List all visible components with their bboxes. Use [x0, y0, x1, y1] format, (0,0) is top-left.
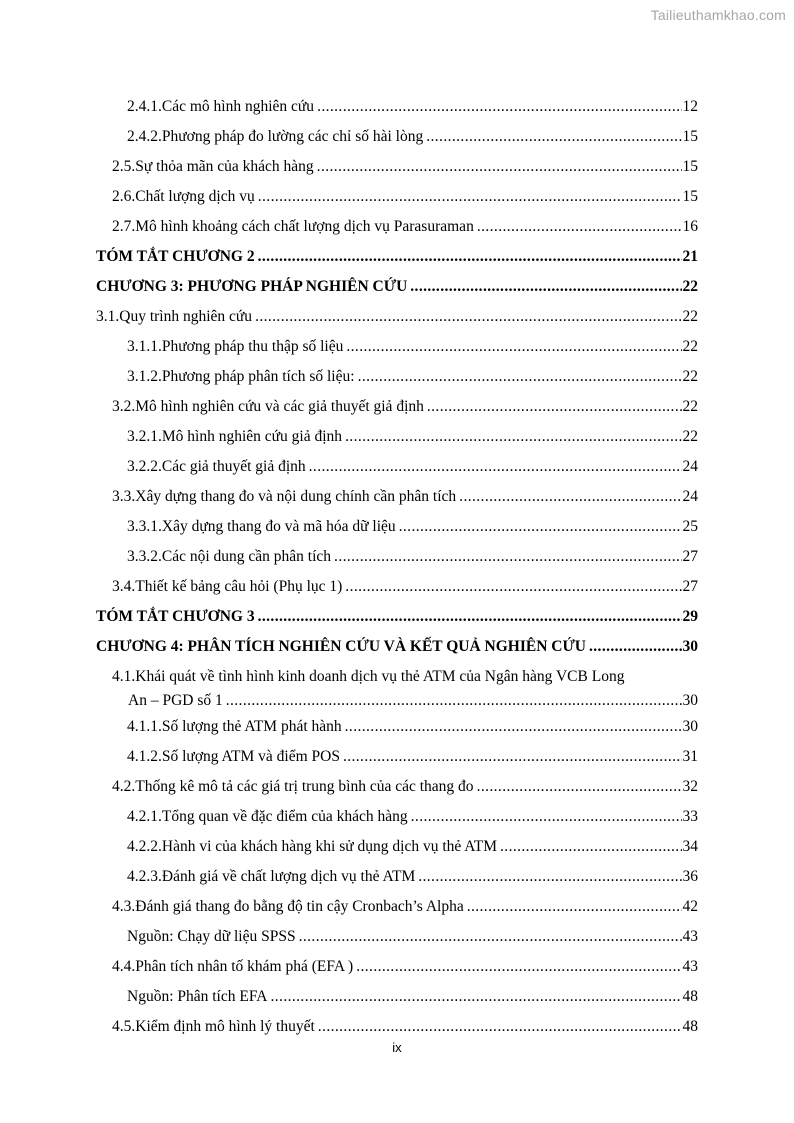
toc-entry-title: TÓM TẮT CHƯƠNG 3: [96, 608, 255, 625]
toc-entry-title: 4.3.Đánh giá thang đo bằng độ tin cậy Cronbach’s Alpha: [112, 898, 464, 915]
toc-entry-page: 15: [682, 188, 698, 205]
toc-entry-title: Nguồn: Chạy dữ liệu SPSS: [127, 928, 296, 945]
toc-entry-page: 22: [682, 398, 698, 415]
toc-entry[interactable]: [0, 365, 794, 389]
dot-leader: [299, 925, 682, 949]
toc-entry-page: 30: [682, 638, 698, 655]
toc-entry-title: 4.2.2.Hành vi của khách hàng khi sử dụng dịch vụ thẻ ATM: [127, 838, 498, 855]
toc-entry[interactable]: [0, 215, 794, 239]
toc-entry[interactable]: [0, 305, 794, 329]
toc-entry-page: 34: [682, 838, 698, 855]
toc-entry-page: 29: [682, 608, 698, 625]
toc-entry-title: CHƯƠNG 4: PHÂN TÍCH NGHIÊN CỨU VÀ KẾT QUẢ NGHIÊN CỨU: [96, 638, 586, 655]
toc-entry-title: 2.5.Sự thỏa mãn của khách hàng: [112, 158, 314, 175]
dot-leader: [258, 245, 682, 269]
toc-entry[interactable]: [0, 515, 794, 539]
toc-entry-title-cont: An – PGD số 1: [128, 692, 223, 709]
toc-entry-page: 22: [682, 428, 698, 445]
toc-entry[interactable]: [0, 125, 794, 149]
toc-entry[interactable]: [0, 155, 794, 179]
toc-entry[interactable]: [0, 575, 794, 599]
toc-entry[interactable]: [0, 635, 794, 659]
toc-entry[interactable]: [0, 745, 794, 769]
toc-entry-page: 43: [682, 958, 698, 975]
dot-leader: [358, 365, 682, 389]
dot-leader: [356, 955, 681, 979]
toc-entry[interactable]: [0, 455, 794, 479]
dot-leader: [309, 455, 682, 479]
toc-entry-page: 15: [682, 158, 698, 175]
dot-leader: [255, 305, 681, 329]
dot-leader: [399, 515, 682, 539]
toc-entry-title: 4.2.Thống kê mô tả các giá trị trung bình của các thang đo: [112, 778, 474, 795]
watermark: Tailieuthamkhao.com: [650, 7, 786, 23]
dot-leader: [258, 185, 682, 209]
toc-entry-title: 3.2.Mô hình nghiên cứu và các giả thuyết giả định: [112, 398, 424, 415]
toc-entry-title: 4.1.Khái quát về tình hình kinh doanh dịch vụ thẻ ATM của Ngân hàng VCB Long: [112, 668, 625, 685]
toc-entry-title: 4.1.2.Số lượng ATM và điểm POS: [127, 748, 340, 765]
toc-entry-title: 2.6.Chất lượng dịch vụ: [112, 188, 255, 205]
toc-entry[interactable]: [0, 665, 794, 713]
toc-entry-page: 15: [682, 128, 698, 145]
toc-entry-title: 3.1.1.Phương pháp thu thập số liệu: [127, 338, 344, 355]
toc-entry[interactable]: [0, 425, 794, 449]
dot-leader: [410, 275, 681, 299]
toc-entry-title: 2.4.2.Phương pháp đo lường các chỉ số hài lòng: [127, 128, 424, 145]
dot-leader: [318, 1015, 682, 1039]
dot-leader: [271, 985, 682, 1009]
dot-leader: [346, 335, 681, 359]
dot-leader: [345, 715, 682, 739]
toc-entry-title: 3.3.2.Các nội dung cần phân tích: [127, 548, 332, 565]
dot-leader: [345, 575, 681, 599]
toc-entry-title: 3.1.Quy trình nghiên cứu: [96, 308, 253, 325]
toc-entry[interactable]: [0, 865, 794, 889]
toc-entry-title: 3.1.2.Phương pháp phân tích số liệu:: [127, 368, 355, 385]
toc-entry-page: 42: [682, 898, 698, 915]
toc-entry-page: 22: [682, 278, 698, 295]
toc-entry-page: 22: [682, 338, 698, 355]
toc-entry[interactable]: [0, 805, 794, 829]
toc-entry-title: 4.2.1.Tổng quan về đặc điểm của khách hàng: [127, 808, 408, 825]
dot-leader: [467, 895, 682, 919]
toc-entry-page: 30: [682, 718, 698, 735]
toc-entry-title: 4.2.3.Đánh giá về chất lượng dịch vụ thẻ ATM: [127, 868, 416, 885]
toc-entry[interactable]: [0, 185, 794, 209]
toc-entry-page: 22: [682, 368, 698, 385]
toc-entry[interactable]: [0, 925, 794, 949]
toc-entry-page: 16: [682, 218, 698, 235]
dot-leader: [459, 485, 681, 509]
dot-leader: [500, 835, 681, 859]
toc-entry-title: 4.5.Kiểm định mô hình lý thuyết: [112, 1018, 315, 1035]
dot-leader: [589, 635, 682, 659]
toc-entry-page: 32: [682, 778, 698, 795]
toc-entry-title: Nguồn: Phân tích EFA: [127, 988, 268, 1005]
dot-leader: [317, 95, 681, 119]
toc-entry-title: 2.4.1.Các mô hình nghiên cứu: [127, 98, 315, 115]
toc-entry[interactable]: [0, 395, 794, 419]
toc-entry-title: 2.7.Mô hình khoảng cách chất lượng dịch vụ Parasuraman: [112, 218, 474, 235]
toc-entry[interactable]: [0, 335, 794, 359]
toc-entry[interactable]: [0, 985, 794, 1009]
dot-leader: [334, 545, 681, 569]
toc-entry[interactable]: [0, 835, 794, 859]
toc-entry-title: 3.3.1.Xây dựng thang đo và mã hóa dữ liệu: [127, 518, 396, 535]
toc-entry-title: 3.2.1.Mô hình nghiên cứu giả định: [127, 428, 343, 445]
toc-entry[interactable]: [0, 895, 794, 919]
dot-leader: [418, 865, 681, 889]
toc-entry-page: 21: [682, 248, 698, 265]
toc-entry-page: 33: [682, 808, 698, 825]
toc-entry-title: 4.4.Phân tích nhân tố khám phá (EFA ): [112, 958, 354, 975]
toc-entry[interactable]: [0, 955, 794, 979]
toc-entry-page: 12: [682, 98, 698, 115]
toc-entry-title: CHƯƠNG 3: PHƯƠNG PHÁP NGHIÊN CỨU: [96, 278, 408, 295]
toc-entry-page: 48: [682, 1018, 698, 1035]
toc-entry-title: TÓM TẮT CHƯƠNG 2: [96, 248, 255, 265]
toc-entry[interactable]: [0, 545, 794, 569]
page-number: ix: [392, 1040, 402, 1055]
dot-leader: [477, 775, 682, 799]
toc-entry-title: 3.4.Thiết kế bảng câu hỏi (Phụ lục 1): [112, 578, 343, 595]
dot-leader: [345, 425, 681, 449]
toc-entry[interactable]: [0, 775, 794, 799]
toc-entry-title: 3.2.2.Các giả thuyết giả định: [127, 458, 306, 475]
toc-entry-page: 30: [682, 692, 698, 709]
dot-leader: [477, 215, 682, 239]
dot-leader: [226, 689, 682, 713]
toc-entry-page: 27: [682, 548, 698, 565]
toc-entry[interactable]: [0, 605, 794, 629]
toc-entry[interactable]: [0, 245, 794, 269]
dot-leader: [426, 125, 681, 149]
toc-entry[interactable]: [0, 485, 794, 509]
toc-entry-page: 48: [682, 988, 698, 1005]
toc-entry-title: 4.1.1.Số lượng thẻ ATM phát hành: [127, 718, 342, 735]
toc-entry-page: 27: [682, 578, 698, 595]
toc-entry-page: 24: [682, 458, 698, 475]
toc-entry-page: 24: [682, 488, 698, 505]
toc-entry-page: 22: [682, 308, 698, 325]
dot-leader: [411, 805, 682, 829]
toc-entry-page: 31: [682, 748, 698, 765]
toc-entry-page: 36: [682, 868, 698, 885]
toc-entry[interactable]: [0, 275, 794, 299]
dot-leader: [427, 395, 682, 419]
toc-entry-page: 43: [682, 928, 698, 945]
toc-entry[interactable]: [0, 95, 794, 119]
toc-entry-title: 3.3.Xây dựng thang đo và nội dung chính cần phân tích: [112, 488, 457, 505]
dot-leader: [317, 155, 682, 179]
toc-entry[interactable]: [0, 1015, 794, 1039]
dot-leader: [258, 605, 682, 629]
dot-leader: [343, 745, 682, 769]
toc-entry[interactable]: [0, 715, 794, 739]
toc-entry-page: 25: [682, 518, 698, 535]
